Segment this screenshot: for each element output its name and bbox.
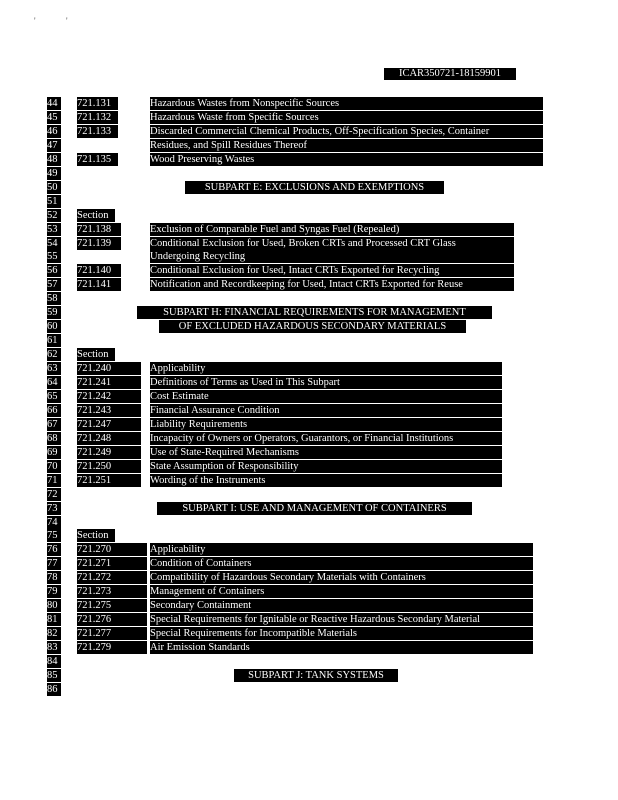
section-number: 721.135 — [77, 153, 118, 166]
line-number: 69 — [47, 446, 61, 459]
section-column-label: Section — [77, 209, 115, 222]
section-title: Hazardous Wastes from Nonspecific Sources — [150, 97, 543, 110]
section-title: Financial Assurance Condition — [150, 404, 502, 417]
section-title: Air Emission Standards — [150, 641, 533, 654]
section-title: Cost Estimate — [150, 390, 502, 403]
speck-mark: ' — [34, 16, 36, 26]
section-number: 721.272 — [77, 571, 147, 584]
section-number: 721.141 — [77, 278, 121, 291]
section-title: Wood Preserving Wastes — [150, 153, 543, 166]
section-title: Residues, and Spill Residues Thereof — [150, 139, 543, 152]
section-title: State Assumption of Responsibility — [150, 460, 502, 473]
section-number: 721.270 — [77, 543, 147, 556]
subpart-heading: SUBPART I: USE AND MANAGEMENT OF CONTAINERS — [157, 502, 472, 515]
section-number: 721.248 — [77, 432, 141, 445]
subpart-heading: OF EXCLUDED HAZARDOUS SECONDARY MATERIALS — [159, 320, 466, 333]
section-number: 721.133 — [77, 125, 118, 138]
line-number: 50 — [47, 181, 61, 194]
document-id: ICAR350721-18159901 — [384, 68, 516, 80]
section-title: Conditional Exclusion for Used, Broken CRTs and Processed CRT Glass — [150, 237, 514, 250]
section-number: 721.243 — [77, 404, 141, 417]
section-number: 721.132 — [77, 111, 118, 124]
section-number: 721.251 — [77, 474, 141, 487]
line-number: 48 — [47, 153, 61, 166]
line-number: 79 — [47, 585, 61, 598]
line-number: 53 — [47, 223, 61, 236]
line-number: 82 — [47, 627, 61, 640]
line-number: 51 — [47, 195, 61, 208]
section-number: 721.250 — [77, 460, 141, 473]
subpart-heading: SUBPART H: FINANCIAL REQUIREMENTS FOR MANAGEMENT — [137, 306, 492, 319]
section-title: Hazardous Waste from Specific Sources — [150, 111, 543, 124]
speck-mark: ' — [66, 16, 68, 26]
section-number: 721.131 — [77, 97, 118, 110]
line-number: 78 — [47, 571, 61, 584]
line-number: 85 — [47, 669, 61, 682]
section-number: 721.275 — [77, 599, 147, 612]
line-number: 65 — [47, 390, 61, 403]
line-number: 70 — [47, 460, 61, 473]
section-number: 721.140 — [77, 264, 121, 277]
line-number: 45 — [47, 111, 61, 124]
section-number: 721.273 — [77, 585, 147, 598]
line-number: 83 — [47, 641, 61, 654]
section-title: Secondary Containment — [150, 599, 533, 612]
section-number: 721.138 — [77, 223, 121, 236]
line-number: 67 — [47, 418, 61, 431]
section-title: Compatibility of Hazardous Secondary Materials with Containers — [150, 571, 533, 584]
line-number: 72 — [47, 488, 61, 501]
line-number: 74 — [47, 516, 61, 529]
line-number: 55 — [47, 250, 61, 263]
line-number: 59 — [47, 306, 61, 319]
line-number: 61 — [47, 334, 61, 347]
section-title: Discarded Commercial Chemical Products, Off-Specification Species, Container — [150, 125, 543, 138]
line-number: 52 — [47, 209, 61, 222]
line-number: 63 — [47, 362, 61, 375]
line-number: 49 — [47, 167, 61, 180]
line-number: 58 — [47, 292, 61, 305]
line-number: 54 — [47, 237, 61, 250]
section-number: 721.249 — [77, 446, 141, 459]
section-number: 721.247 — [77, 418, 141, 431]
line-number: 66 — [47, 404, 61, 417]
line-number: 60 — [47, 320, 61, 333]
section-title: Liability Requirements — [150, 418, 502, 431]
line-number: 71 — [47, 474, 61, 487]
line-number: 68 — [47, 432, 61, 445]
line-number: 64 — [47, 376, 61, 389]
line-number: 44 — [47, 97, 61, 110]
section-column-label: Section — [77, 348, 115, 361]
section-number: 721.279 — [77, 641, 147, 654]
line-number: 86 — [47, 683, 61, 696]
line-number: 46 — [47, 125, 61, 138]
section-number: 721.277 — [77, 627, 147, 640]
line-number: 57 — [47, 278, 61, 291]
section-title: Use of State-Required Mechanisms — [150, 446, 502, 459]
line-number: 81 — [47, 613, 61, 626]
line-number: 62 — [47, 348, 61, 361]
line-number: 73 — [47, 502, 61, 515]
section-number: 721.139 — [77, 237, 121, 250]
section-title: Special Requirements for Ignitable or Reactive Hazardous Secondary Material — [150, 613, 533, 626]
section-column-label: Section — [77, 529, 115, 542]
section-title: Applicability — [150, 362, 502, 375]
section-number: 721.242 — [77, 390, 141, 403]
line-number: 80 — [47, 599, 61, 612]
section-title: Undergoing Recycling — [150, 250, 514, 263]
line-number: 76 — [47, 543, 61, 556]
section-title: Applicability — [150, 543, 533, 556]
section-title: Exclusion of Comparable Fuel and Syngas Fuel (Repealed) — [150, 223, 514, 236]
line-number: 77 — [47, 557, 61, 570]
line-number: 84 — [47, 655, 61, 668]
section-title: Conditional Exclusion for Used, Intact CRTs Exported for Recycling — [150, 264, 514, 277]
line-number: 56 — [47, 264, 61, 277]
line-number: 75 — [47, 529, 61, 542]
subpart-heading: SUBPART J: TANK SYSTEMS — [234, 669, 398, 682]
section-title: Condition of Containers — [150, 557, 533, 570]
section-number: 721.241 — [77, 376, 141, 389]
section-number: 721.276 — [77, 613, 147, 626]
section-title: Notification and Recordkeeping for Used, Intact CRTs Exported for Reuse — [150, 278, 514, 291]
section-title: Management of Containers — [150, 585, 533, 598]
section-number: 721.240 — [77, 362, 141, 375]
section-title: Special Requirements for Incompatible Materials — [150, 627, 533, 640]
section-title: Wording of the Instruments — [150, 474, 502, 487]
section-title: Incapacity of Owners or Operators, Guarantors, or Financial Institutions — [150, 432, 502, 445]
section-title: Definitions of Terms as Used in This Subpart — [150, 376, 502, 389]
section-number: 721.271 — [77, 557, 147, 570]
line-number: 47 — [47, 139, 61, 152]
subpart-heading: SUBPART E: EXCLUSIONS AND EXEMPTIONS — [185, 181, 444, 194]
